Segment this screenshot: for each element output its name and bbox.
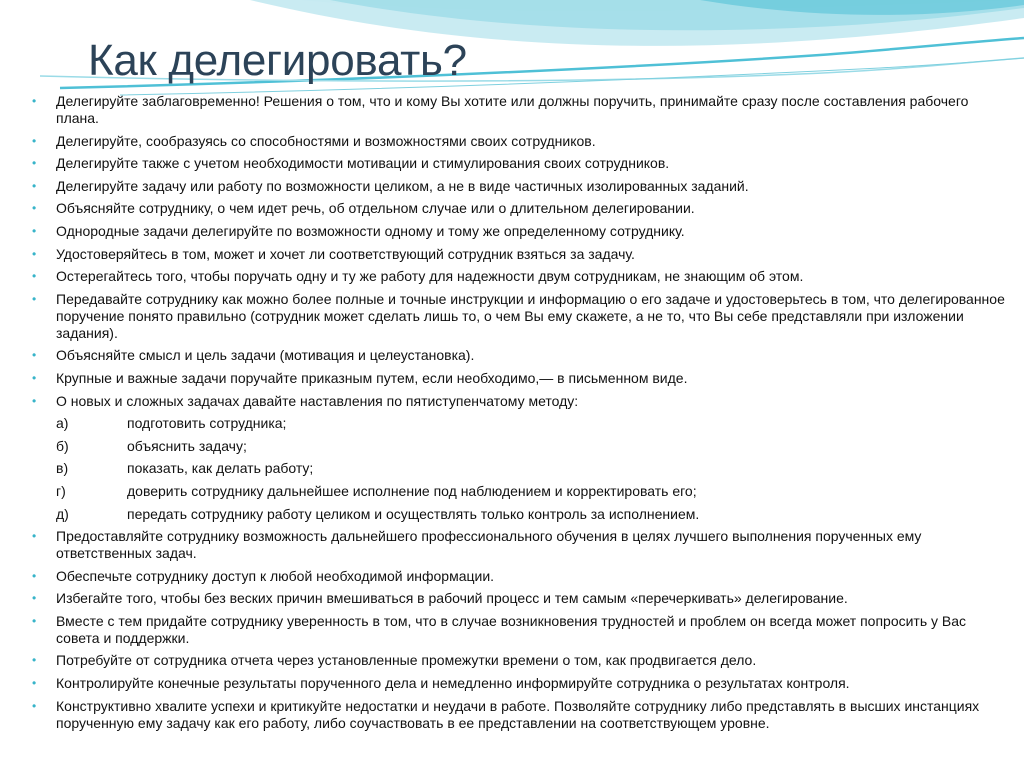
list-item <box>30 133 1005 150</box>
bullet-icon: • <box>32 269 37 284</box>
list-item <box>30 590 1005 607</box>
list-item-text: Контролируйте конечные результаты порученного дела и немедленно информируйте сотрудника о результатах контроля. <box>56 675 850 692</box>
list-item-text: подготовить сотрудника; <box>127 415 287 432</box>
list-item <box>30 200 1005 217</box>
list-item <box>30 528 1005 562</box>
list-item-text: Потребуйте от сотрудника отчета через установленные промежутки времени о том, как продвигается дело. <box>56 652 757 669</box>
list-item <box>30 568 1005 585</box>
sub-item-letter: д) <box>56 505 69 522</box>
sub-list-item <box>30 506 1005 523</box>
list-item-text: Остерегайтесь того, чтобы поручать одну и ту же работу для надежности двум сотрудникам, не знающим об этом. <box>56 268 804 285</box>
bullet-icon: • <box>32 291 37 306</box>
list-item-text: Предоставляйте сотруднику возможность дальнейшего профессионального обучения в целях лучшего выполнения порученных ему ответственных задач. <box>56 528 922 562</box>
list-item-text: Крупные и важные задачи поручайте приказным путем, если необходимо,— в письменном виде. <box>56 369 688 386</box>
sub-list-item <box>30 415 1005 432</box>
list-item <box>30 291 1005 342</box>
bullet-icon: • <box>32 133 37 148</box>
sub-list-item <box>30 460 1005 477</box>
list-item-text: Удостоверяйтесь в том, может и хочет ли соответствующий сотрудник взяться за задачу. <box>56 245 635 262</box>
list-item-text: доверить сотруднику дальнейшее исполнение под наблюдением и корректировать его; <box>127 482 697 499</box>
bullet-icon: • <box>32 201 37 216</box>
sub-list-item <box>30 483 1005 500</box>
bullet-icon: • <box>32 613 37 628</box>
list-item <box>30 393 1005 410</box>
list-item-text: Объясняйте смысл и цель задачи (мотивация и целеустановка). <box>56 347 475 364</box>
list-item <box>30 178 1005 195</box>
bullet-icon: • <box>32 348 37 363</box>
bullet-icon: • <box>32 223 37 238</box>
list-item-text: Однородные задачи делегируйте по возможности одному и тому же определенному сотруднику. <box>56 222 685 239</box>
bullet-icon: • <box>32 568 37 583</box>
list-item-text: Объясняйте сотруднику, о чем идет речь, об отдельном случае или о длительном делегировании. <box>56 200 695 217</box>
sub-list-item <box>30 438 1005 455</box>
sub-item-letter: в) <box>56 460 69 477</box>
sub-item-letter: а) <box>56 415 69 432</box>
list-item-text: Делегируйте задачу или работу по возможности целиком, а не в виде частичных изолированных заданий. <box>56 177 749 194</box>
bullet-icon: • <box>32 156 37 171</box>
list-item-text: показать, как делать работу; <box>127 460 314 477</box>
bullet-icon: • <box>32 698 37 713</box>
sub-item-letter: б) <box>56 437 69 454</box>
list-item <box>30 347 1005 364</box>
bullet-icon: • <box>32 94 37 108</box>
page-title: Как делегировать? <box>88 36 467 85</box>
list-item-text: Делегируйте также с учетом необходимости мотивации и стимулирования своих сотрудников. <box>56 155 670 172</box>
list-item-text: передать сотруднику работу целиком и осуществлять только контроль за исполнением. <box>127 505 700 522</box>
list-item <box>30 268 1005 285</box>
bullet-icon: • <box>32 393 37 408</box>
bullet-icon: • <box>32 370 37 385</box>
sub-item-letter: г) <box>56 482 66 499</box>
list-item <box>30 223 1005 240</box>
list-item-text: Делегируйте заблаговременно! Решения о том, что и кому Вы хотите или должны поручить, принимайте сразу после составления рабочего плана. <box>56 93 969 126</box>
bullet-icon: • <box>32 653 37 668</box>
list-item-text: Передавайте сотруднику как можно более полные и точные инструкции и информацию о его задаче и удостоверьтесь в том, что делегированное поручение понято правильно (сотрудник может сделать лишь то, о чем Вы ему скажете, а не то, что Вы себе представляли при изложении задания). <box>56 290 1005 341</box>
delegation-rules-list <box>30 93 1005 737</box>
list-item <box>30 698 1005 732</box>
bullet-icon: • <box>32 591 37 606</box>
list-item-text: Избегайте того, чтобы без веских причин вмешиваться в рабочий процесс и тем самым «перечеркивать» делегирование. <box>56 590 848 607</box>
list-item <box>30 613 1005 647</box>
list-item <box>30 675 1005 692</box>
list-item-text: Делегируйте, сообразуясь со способностями и возможностями своих сотрудников. <box>56 132 596 149</box>
list-item <box>30 370 1005 387</box>
list-item <box>30 246 1005 263</box>
list-item-text: О новых и сложных задачах давайте наставления по пятиступенчатому методу: <box>56 392 579 409</box>
list-item-text: Конструктивно хвалите успехи и критикуйте недостатки и неудачи в работе. Позволяйте сотруднику либо представлять в высших инстанциях порученную ему задачу как его работу, либо соучаствовать в ее представлении на соответствующем уровне. <box>56 697 980 731</box>
list-item-text: объяснить задачу; <box>127 437 247 454</box>
list-item <box>30 93 1005 127</box>
bullet-icon: • <box>32 246 37 261</box>
list-item-text: Вместе с тем придайте сотруднику уверенность в том, что в случае возникновения трудностей и проблем он всегда может попросить у Вас совета и поддержки. <box>56 612 967 646</box>
bullet-icon: • <box>32 676 37 691</box>
bullet-icon: • <box>32 529 37 544</box>
list-item <box>30 155 1005 172</box>
list-item-text: Обеспечьте сотруднику доступ к любой необходимой информации. <box>56 567 495 584</box>
list-item <box>30 652 1005 669</box>
bullet-icon: • <box>32 178 37 193</box>
